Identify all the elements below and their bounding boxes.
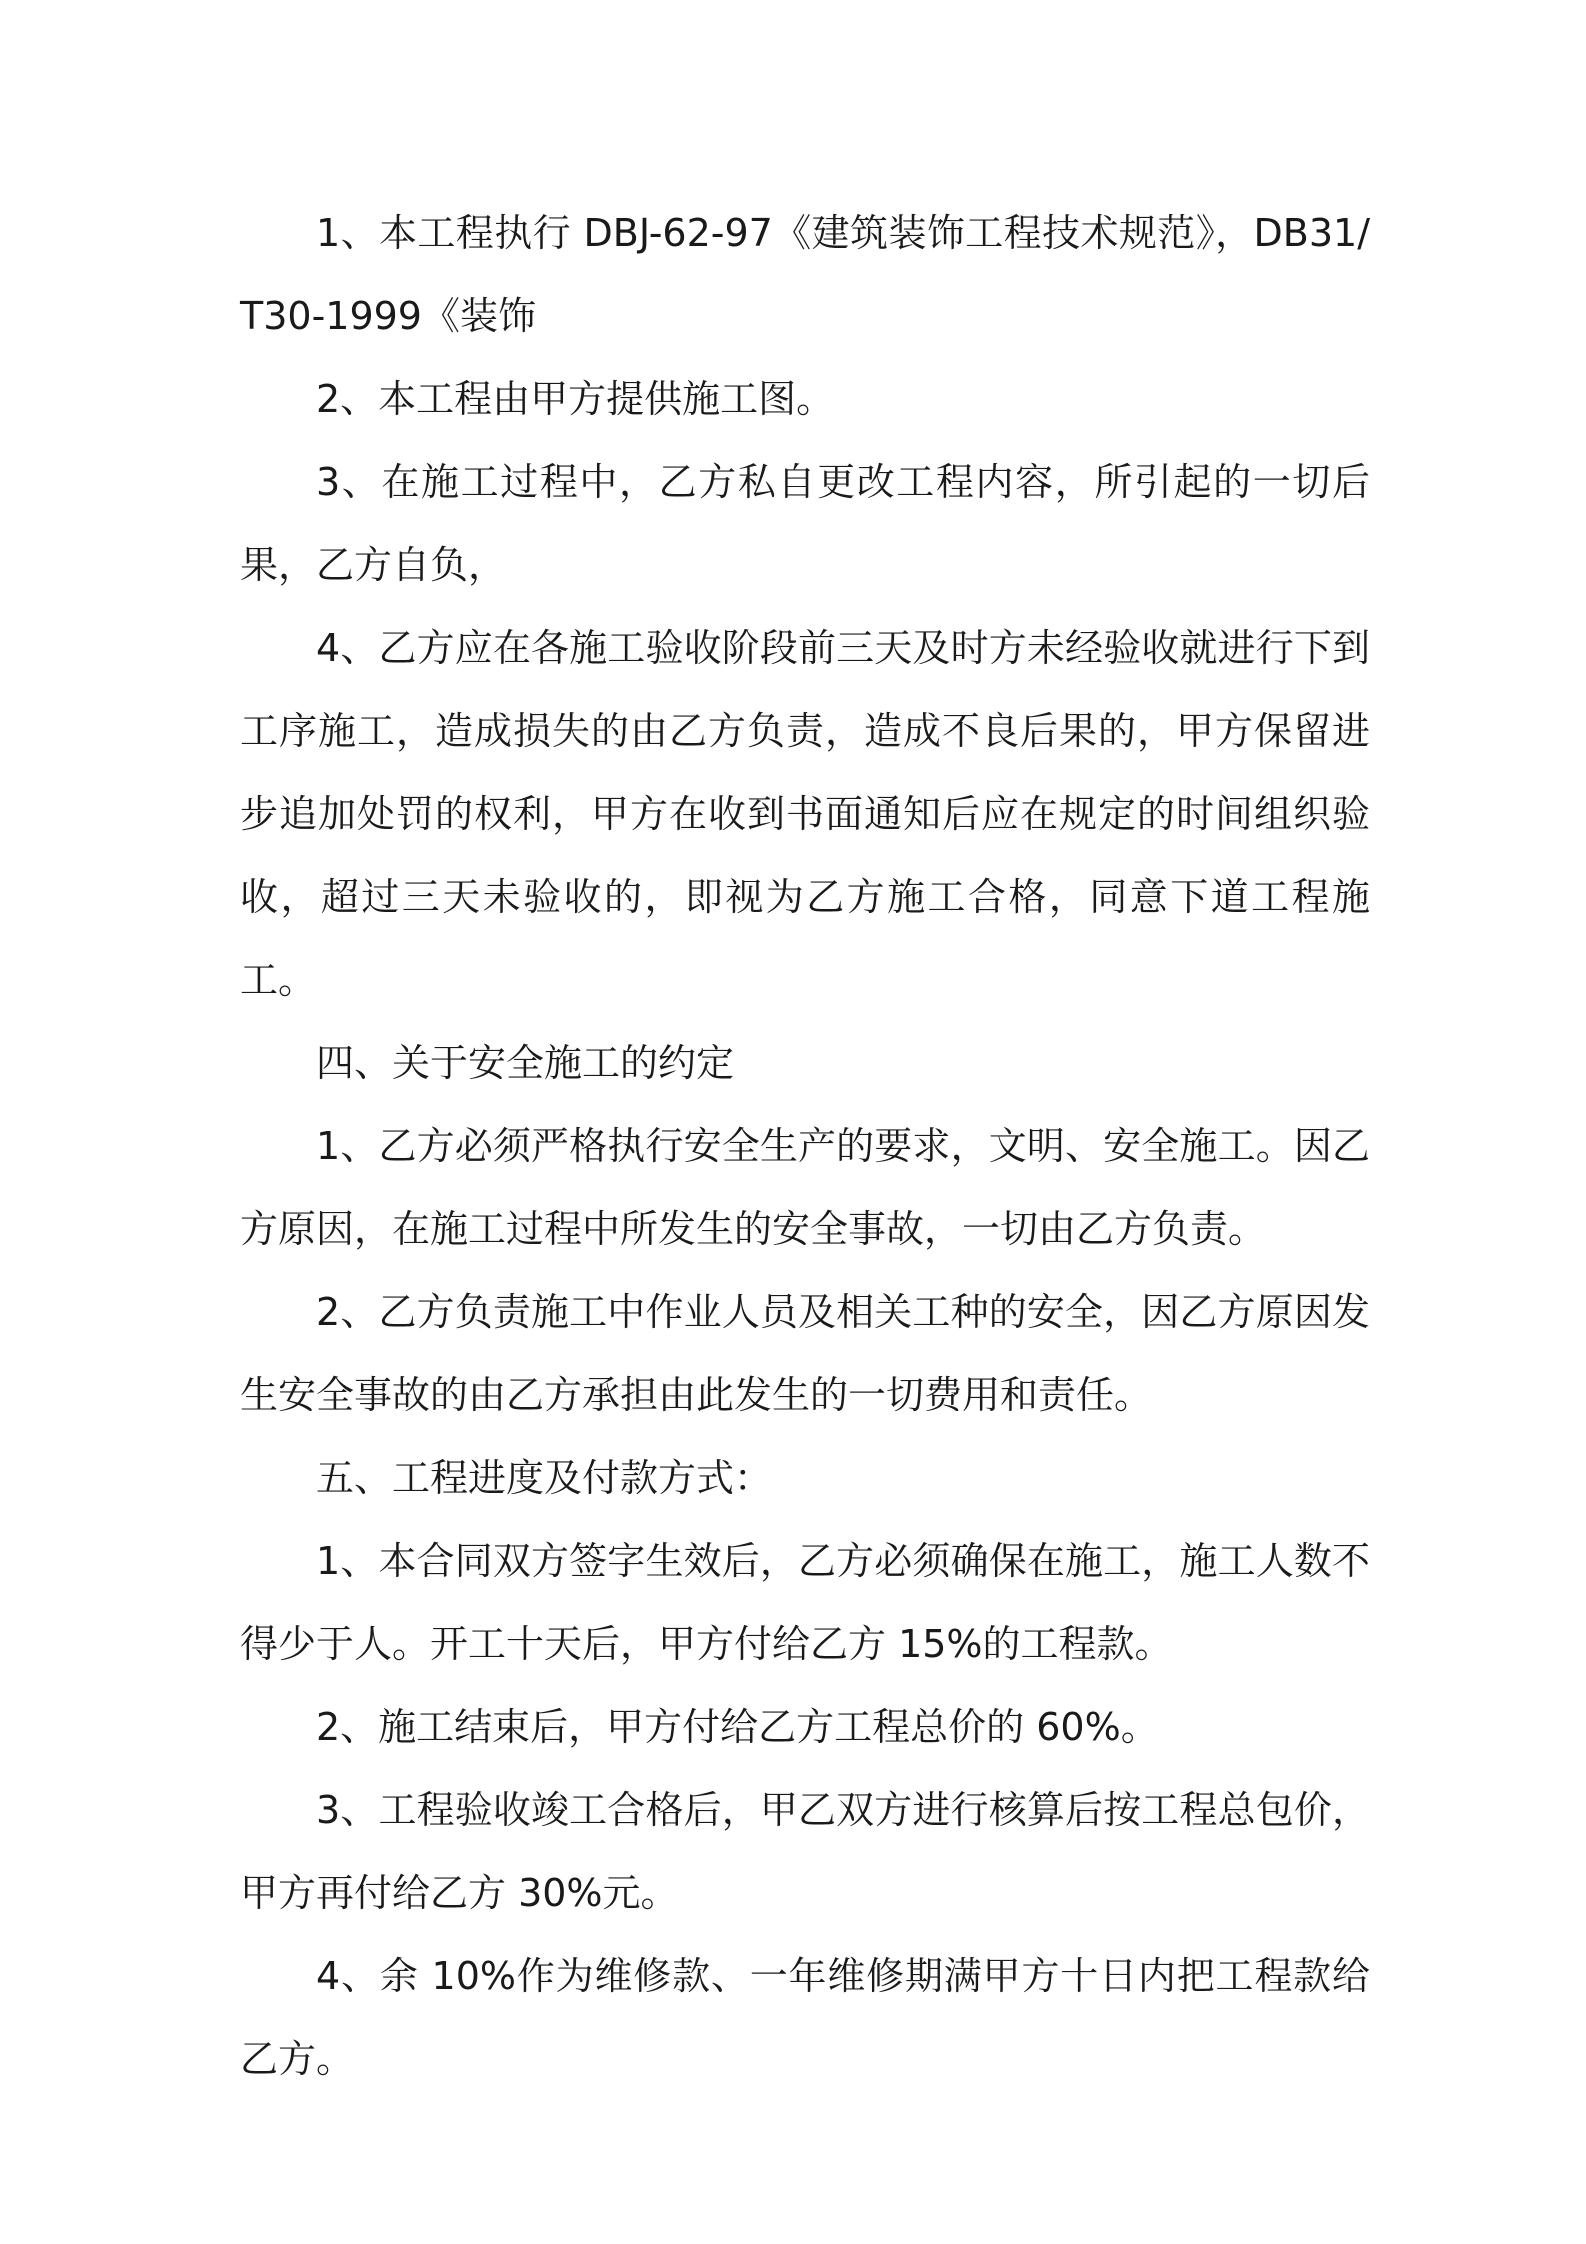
paragraph-safety-1: 1、乙方必须严格执行安全生产的要求，文明、安全施工。因乙方原因，在施工过程中所发生的安全事故，一切由乙方负责。 xyxy=(240,1124,1370,1251)
document-body xyxy=(240,192,1370,2101)
section-heading-safety: 四、关于安全施工的约定 xyxy=(316,1041,735,1085)
paragraph-payment-3: 3、工程验收竣工合格后，甲乙双方进行核算后按工程总包价，甲方再付给乙方 30%元。 xyxy=(240,1788,1370,1915)
paragraph-payment-1: 1、本合同双方签字生效后，乙方必须确保在施工，施工人数不得少于人。开工十天后，甲方付给乙方 15%的工程款。 xyxy=(240,1539,1370,1666)
paragraph-inspection: 4、乙方应在各施工验收阶段前三天及时方未经验收就进行下到工序施工，造成损失的由乙方负责，造成不良后果的，甲方保留进步追加处罚的权利，甲方在收到书面通知后应在规定的时间组织验收，超过三天未验收的，即视为乙方施工合格，同意下道工程施工。 xyxy=(240,626,1370,1002)
paragraph-changes: 3、在施工过程中，乙方私自更改工程内容，所引起的一切后果，乙方自负， xyxy=(240,460,1370,587)
paragraph-drawings: 2、本工程由甲方提供施工图。 xyxy=(316,377,835,421)
paragraph-standards: 1、本工程执行 DBJ-62-97《建筑装饰工程技术规范》，DB31/T30-1999《装饰 xyxy=(240,211,1370,338)
paragraph-payment-4: 4、余 10%作为维修款、一年维修期满甲方十日内把工程款给乙方。 xyxy=(240,1954,1370,2081)
paragraph-safety-2: 2、乙方负责施工中作业人员及相关工种的安全，因乙方原因发生安全事故的由乙方承担由此发生的一切费用和责任。 xyxy=(240,1290,1370,1417)
paragraph-payment-2: 2、施工结束后，甲方付给乙方工程总价的 60%。 xyxy=(316,1705,1159,1749)
section-heading-payment: 五、工程进度及付款方式： xyxy=(316,1456,773,1500)
